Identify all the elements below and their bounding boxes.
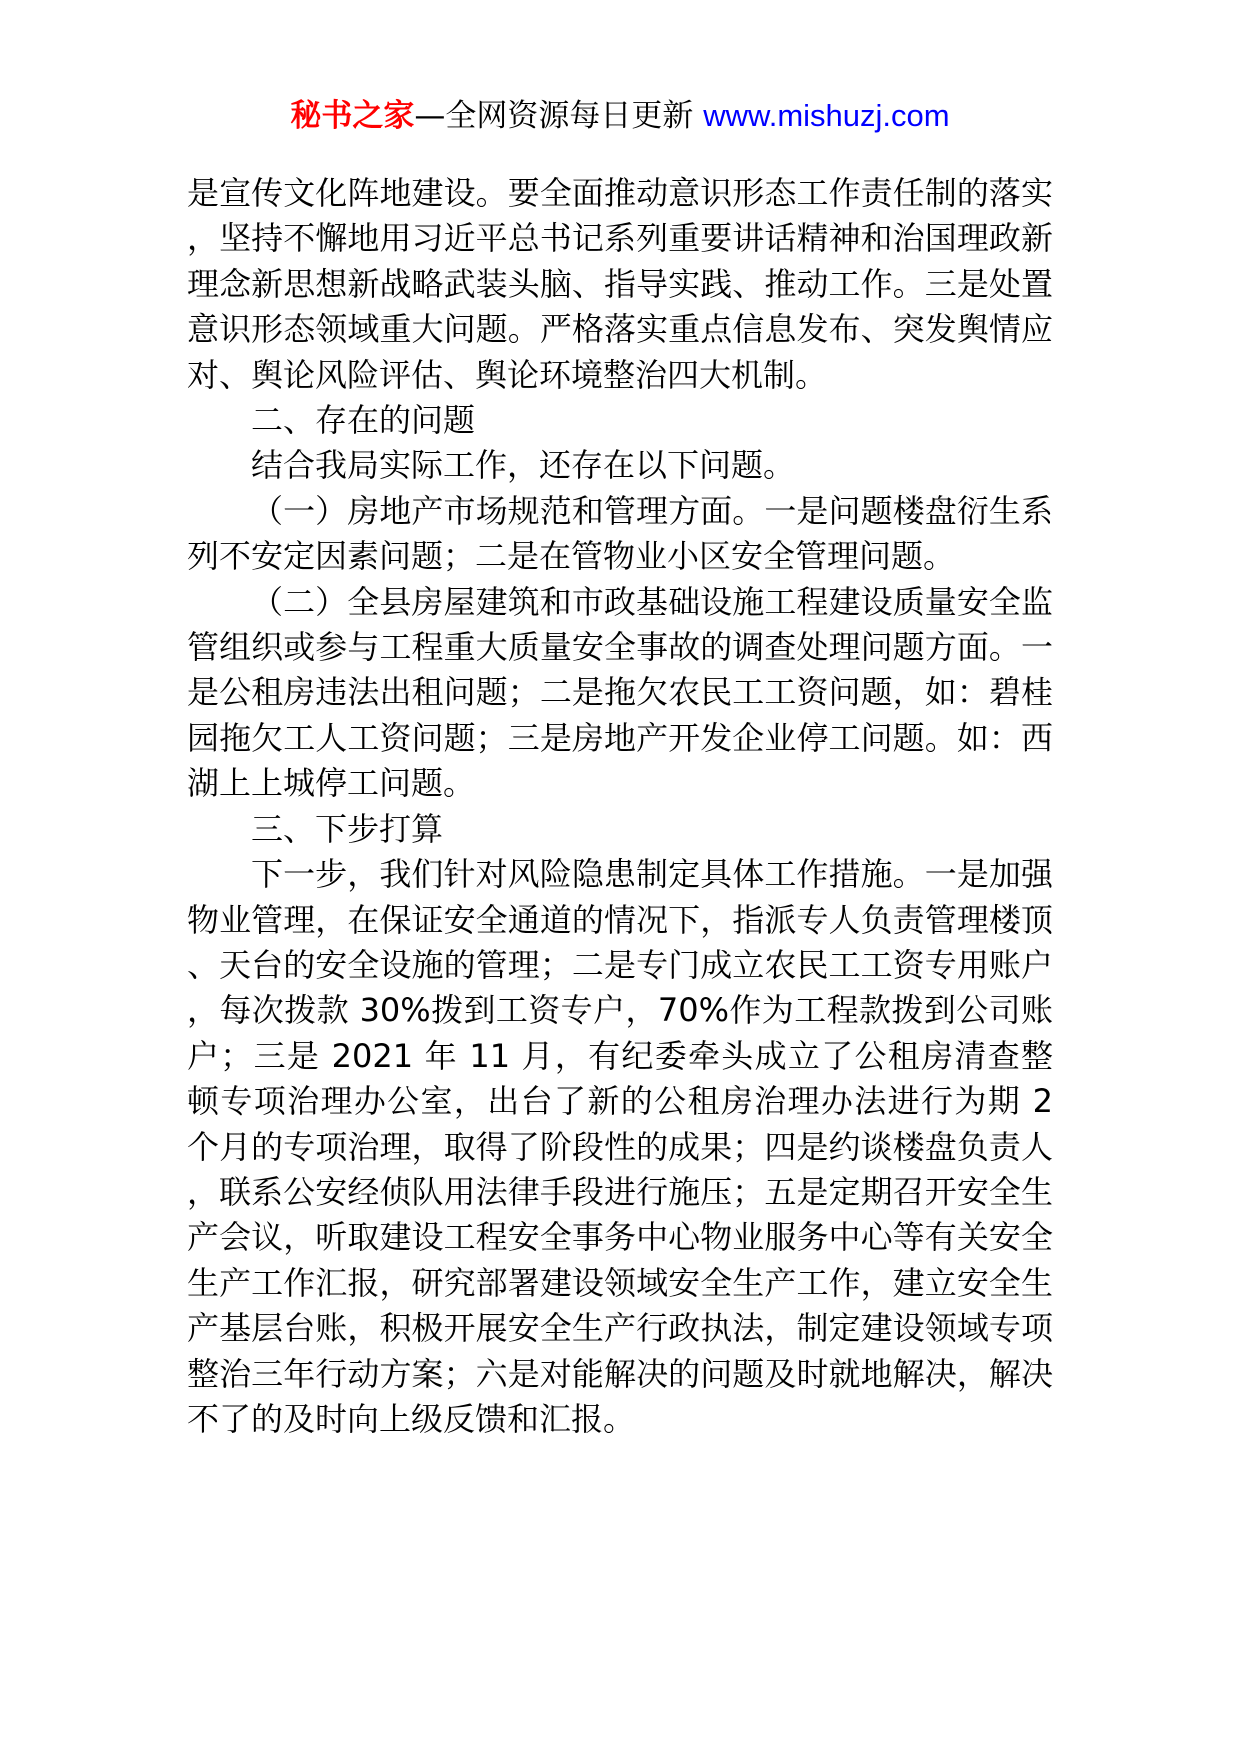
paragraph-intro: 结合我局实际工作，还存在以下问题。 <box>251 446 796 485</box>
website-link[interactable]: www.mishuzj.com <box>703 98 950 133</box>
page-header <box>0 96 1240 136</box>
paragraph-item-1: （一）房地产市场规范和管理方面。一是问题楼盘衍生系列不安定因素问题；二是在管物业小区安全管理问题。 <box>187 491 1053 576</box>
document-body <box>187 171 1053 1442</box>
section-heading-next-steps: 三、下步打算 <box>251 809 444 848</box>
paragraph-continued: 是宣传文化阵地建设。要全面推动意识形态工作责任制的落实，坚持不懈地用习近平总书记系列重要讲话精神和治国理政新理念新思想新战略武装头脑、指导实践、推动工作。三是处置意识形态领域重大问题。严格落实重点信息发布、突发舆情应对、舆论风险评估、舆论环境整治四大机制。 <box>187 174 1053 394</box>
section-heading-problems: 二、存在的问题 <box>251 401 476 440</box>
brand-name: 秘书之家 <box>290 98 415 134</box>
header-tagline: —全网资源每日更新 <box>414 98 704 134</box>
paragraph-item-2: （二）全县房屋建筑和市政基础设施工程建设质量安全监管组织或参与工程重大质量安全事故的调查处理问题方面。一是公租房违法出租问题；二是拖欠农民工工资问题，如：碧桂园拖欠工人工资问题；三是房地产开发企业停工问题。如：西湖上上城停工问题。 <box>187 582 1053 803</box>
paragraph-next-steps: 下一步，我们针对风险隐患制定具体工作措施。一是加强物业管理，在保证安全通道的情况下，指派专人负责管理楼顶、天台的安全设施的管理；二是专门成立农民工工资专用账户，每次拨款 30%拨到工资专户，70%作为工程款拨到公司账户；三是 2021 年 11 月，有纪委牵头成立了公租房清查整顿专项治理办公室，出台了新的公租房治理办法进行为期 2 个月的专项治理，取得了阶段性的成果；四是约谈楼盘负责人，联系公安经侦队用法律手段进行施压；五是定期召开安全生产会议，听取建设工程安全事务中心物业服务中心等有关安全生产工作汇报，研究部署建设领域安全生产工作，建立安全生产基层台账，积极开展安全生产行政执法，制定建设领域专项整治三年行动方案；六是对能解决的问题及时就地解决，解决不了的及时向上级反馈和汇报。 <box>187 855 1053 1438</box>
